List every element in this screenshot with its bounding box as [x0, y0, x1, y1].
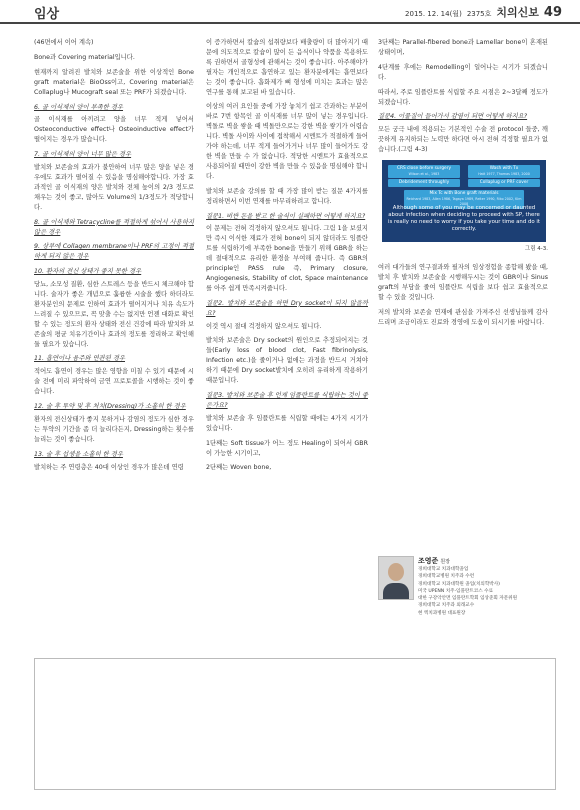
paragraph: (46면에서 이어 계속)	[34, 39, 94, 46]
page-header	[0, 0, 580, 24]
paragraph: 여러 대가들의 연구결과와 필자의 임상경험을 종합해 봤을 때, 발치 후 발치와 보존술을 시행해두시는 것이 GBR이나 Sinus graft의 부담을 줄여 임플란트 식립을 보다 쉽고 효율적으로 할 수 있을 것입니다.	[378, 263, 548, 301]
issue-info	[405, 4, 562, 20]
figure-caption: 그림 4-3.	[524, 246, 548, 253]
author-credentials	[418, 566, 517, 617]
credential-item: 미국 UPENN 치주·임플란트코스 수료	[418, 588, 494, 594]
paragraph: 발치와 보존술은 Dry socket의 원인으로 추정되어지는 것들(Early loss of blood clot, Fast fibrinolysis, Infection etc.)을 줄이거나 없애는 과정을 반드시 거쳐야 하기 때문에 Dry socket발치에 오히려 유리하게 작용하기 때문입니다.	[206, 337, 368, 385]
blank-ad-space	[34, 658, 556, 790]
column-3-bottom	[378, 263, 548, 327]
author-title: 원장	[440, 559, 450, 565]
credential-item: 경희대학교 치주과 외래교수	[418, 603, 475, 609]
column-3-top	[378, 38, 548, 155]
issue-number: 2375호	[466, 10, 492, 18]
paragraph: 이상의 여러 요인들 중에 가장 놓치기 쉽고 간과하는 부분이 바로 7번 항목인 골 이식재를 너무 많이 넣는 경우입니다. 벽돌로 벽을 쌓을 때 벽돌만으로는 강한 벽을 쌓기가 어렵습니다. 벽돌 사이와 사이에 접착해서 시멘트가 적절하게 들어가야 하는데, 너무 적게 들어가거나 너무 많이 들어가도 강한 벽을 만들 수 가 없습니다. 적당한 시멘트가 효율적으로 사용되어질 때만이 강한 벽을 만들 수 있음을 명심해야 합니다.	[206, 103, 368, 180]
paragraph: 현재까지 알려진 발치와 보존술을 위한 이상적인 Bone graft material은 BioOss이고, Covering material은 Collaplug나 Mucograft seal 또는 PRF가 되겠습니다.	[34, 68, 194, 96]
subheading: 13. 술 후 섭생을 소홀히 한 경우	[34, 450, 123, 458]
paragraph: 발치하는 주 연령층은 40대 이상인 경우가 많은데 연령	[34, 463, 184, 471]
paragraph: 따라서, 주로 임플란트를 식립할 주요 시점은 2~3달째 정도가 되겠습니다.	[378, 88, 548, 106]
paragraph: 환자의 전신상태가 좋지 못하거나 감염의 정도가 심한 경우는 투약의 기간을 좀 더 늘리다든지, Dressing하는 횟수를 늘리는 것이 좋습니다.	[34, 416, 194, 443]
subheading: 10. 환자의 전신 상태가 좋지 못한 경우	[34, 268, 142, 276]
paragraph: 발치와 보존술 후 임플란트를 식립할 때에는 4가지 시기가 있습니다.	[206, 414, 368, 432]
paragraph: 2단째는 Woven bone,	[206, 464, 272, 472]
subheading: 질문4. 이물질이 들어가서 감염이 되면 어떻게 하지요?	[378, 113, 528, 121]
article-column-2	[206, 38, 368, 478]
paragraph: Bone과 Covering material입니다.	[34, 53, 135, 61]
subheading: 11. 흡연이나 음주와 연관된 경우	[34, 355, 126, 363]
subheading: 6. 골 이식재의 양이 부족한 경우	[34, 103, 124, 111]
paragraph: 이것 역시 절대 걱정하지 않으셔도 됩니다.	[206, 322, 322, 330]
figure-box-3: Debridement throughly	[388, 179, 460, 187]
subheading: 질문1. 비싼 돈을 받고 한 술식이 실패하면 어떻게 하지요?	[206, 212, 366, 220]
page-number: 49	[543, 5, 562, 20]
paragraph: 이 문제는 전혀 걱정하지 않으셔도 됩니다. 그림 1을 보셨지만 즉시 이식한 재료가 전혀 bone이 되지 않더라도 임플란트를 식립하기에 부족한 bone을 만들기 위해 GBR을 하는데 절대적으로 유리한 환경을 부여해 줍니다. 즉 GBR의 principle인 PASS rule 즉, Primary closure, Angiogenesis, Stability of clot, Space maintenance를 아주 쉽게 만족시켜줍니다.	[206, 225, 368, 292]
section-title: 임상	[34, 7, 60, 22]
author-profile	[378, 556, 548, 626]
issue-date: 2015. 12. 14(월)	[405, 10, 462, 18]
credential-item: 경희대학교병원 치주과 수련	[418, 574, 475, 580]
figure-4-3	[382, 160, 546, 242]
subheading: 질문3. 발치와 보존술 후 언제 임플란트를 식립하는 것이 좋은가요?	[206, 392, 368, 409]
article-column-1	[34, 38, 194, 478]
paragraph: 1단째는 Soft tissue가 어느 정도 Healing이 되어서 GBR이 가능한 시기이고,	[206, 439, 368, 457]
paragraph: 이 증가하면서 칼슘의 섭취량보다 배출량이 더 많아지기 때문에 의도적으로 칼슘이 많이 든 음식이나 약품을 복용하도록 권하면서 골형성에 관해서는 것이 좋습니다. 아주해야가 필자는 개인적으로 흡연하고 있는 환자분에게는 흡연보다는 것이 좋습니다. 흡화제가 뼈 형성에 미치는 효과는 많은 연구를 통해 보고된 바 있습니다.	[206, 39, 368, 96]
subheading: 질문2. 발치와 보존술을 하면 Dry socket이 되지 않을까요?	[206, 299, 368, 317]
subheading: 8. 골 이식재와 Tetracycline를 적절하게 섞어서 사용하지 않은 경우	[34, 218, 194, 236]
credential-item: 대한 구강악안면 임플란트학회 임상준회 자문위원	[418, 596, 518, 602]
subheading: 9. 상부에 Collagen membrane이나 PRF의 고정이 적절하게 되지 않은 경우	[34, 243, 194, 261]
article-column-3	[378, 38, 548, 332]
figure-box-2: Wash with Tx Hatt 1977, Thomas 1983, 2000	[468, 165, 540, 178]
paragraph: 골 이식재를 아끼려고 양을 너무 적게 넣어서 Osteoconductive effect나 Osteoinductive effect가 떨어지는 경우가 많습니다.	[34, 116, 194, 144]
credential-item: 현 엑치과병원 대표원장	[418, 610, 466, 616]
subheading: 12. 술 후 투약 및 후 처치(Dressing)가 소홀히 한 경우	[34, 403, 186, 411]
newspaper-name: 치의신보	[496, 6, 539, 19]
subheading: 7. 골 이식재의 양이 너무 많은 경우	[34, 151, 132, 159]
paragraph: 3단째는 Parallel-fibered bone과 Lamellar bone이 혼재된 상태이며,	[378, 39, 548, 56]
figure-warning-text: Although some of you may be concerned or daunted about infection when deciding to proceed with SP, there is really no need to worry if you take your time and do it correctly.	[387, 205, 541, 233]
figure-box-1: CRS close before surgery Wilson et al., 1983	[388, 165, 460, 178]
paragraph: 적어도 흡연이 경우는 많은 영향을 미칠 수 있기 때문에 시술 전에 미리 파악하여 금연 프로토콜을 시행하는 것이 좋습니다.	[34, 368, 194, 396]
paragraph: 저의 발치와 보존술 연재에 관심을 가져주신 선생님들께 감사드리며 조금이라도 진료와 경영에 도움이 되시기를 바랍니다.	[378, 308, 548, 326]
paragraph: 발치와 보존술 강의를 할 때 가장 많이 받는 질문 4가지를 정리하면서 이번 연재를 마무리하려고 합니다.	[206, 187, 368, 205]
paragraph: 모든 궁극 내에 적용되는 기본적인 수술 전 protocol 들중, 깨끗하게 유지하되는 노력만 하다면 아시 전혀 걱정할 필요가 없습니다.(그림 4-3)	[378, 126, 548, 154]
figure-box-5: Mix Tc with Bone graft materials Reichard 1983, Allen 1986, Tagaya 1989, Reiter 1990, Riko 2002, Kim 2008	[404, 190, 524, 209]
paragraph: 4단계를 후에는 Remodelling이 일어나는 시기가 되겠습니다.	[378, 63, 548, 81]
credential-item: 경희대학교 치과대학원 졸업(치의학박사)	[418, 581, 500, 587]
paragraph: 발치와 보존술의 효과가 불안하여 너무 많은 양을 넣은 경우에도 효과가 떨어질 수 있음을 명심해야합니다. 가장 효과적인 골 이식재의 양은 발치와 전체 높이의 2/3 정도로 채우는 것이 좋고, 많아도 Volume의 1/3정도가 적당합니다.	[34, 164, 194, 211]
author-photo	[378, 556, 414, 600]
author-name: 조영준 원장	[418, 557, 450, 565]
figure-box-4: Collaplug or PRF cover	[468, 179, 540, 187]
paragraph: 당뇨, 소모성 질환, 심한 스트레스 등을 반드시 체크해야 합니다. 술자가 좋은 개념으로 훌륭한 시술을 했다 하더라도 환자분인의 문제로 인하여 효과가 떨어지거나 치유 속도가 느려질 수 있으므로, 꼭 맞출 수는 없지만 언젠 대화로 확인할 수 있는 정도의 환자 상태와 전신 건강에 따라 발치와 보존술의 평균 치유기간이나 효과의 정도를 정리하고 확인해 둘 필요가 있습니다.	[34, 281, 194, 348]
credential-item: 경희대학교 치과대학졸업	[418, 567, 469, 572]
